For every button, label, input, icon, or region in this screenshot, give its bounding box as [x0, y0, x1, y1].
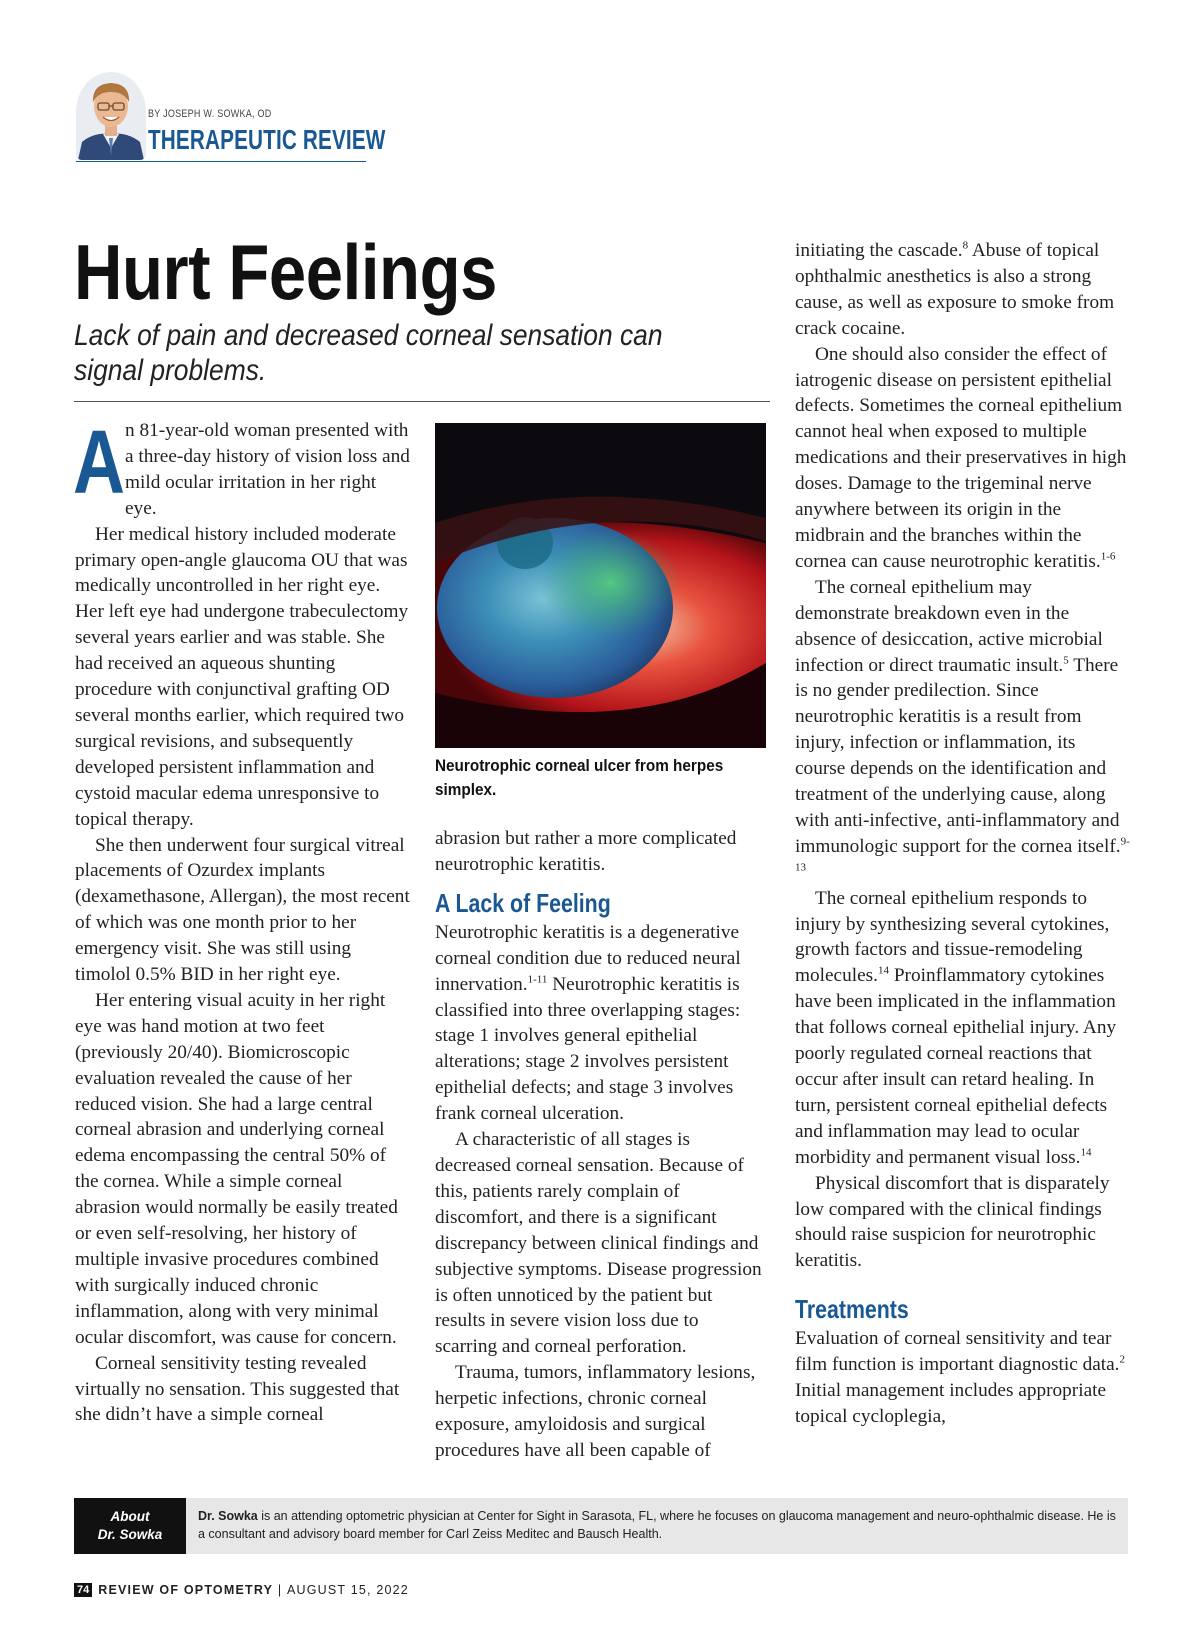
paragraph: Evaluation of corneal sensitivity and tear film function is important diagnostic data.$^2$ Initial management includes appropriate topical cycloplegia, [795, 1328, 1126, 1427]
figure-caption: Neurotrophic corneal ulcer from herpes simplex. [435, 756, 724, 799]
section-heading: A Lack of Feeling [435, 887, 611, 918]
title-divider [74, 401, 770, 402]
paragraph: The corneal epithelium may demonstrate breakdown even in the absence of desiccation, active microbial infection or direct traumatic insult.$^5$ There is no gender predilection. Since neurotrophic keratitis is a result from injury, infection or inflammation, its course depends on the identification and treatment of the underlying cause, along with anti-infective, anti-inflammatory and immunologic support for the cornea itself.$^{9-13}$ [795, 576, 1130, 874]
paragraph: Trauma, tumors, inflammatory lesions, herpetic infections, chronic corneal exposure, amyloidosis and surgical procedures have all been capable of [435, 1362, 756, 1461]
header-divider [76, 161, 366, 162]
author-headshot [76, 72, 146, 160]
paragraph: She then underwent four surgical vitreal placements of Ozurdex implants (dexamethasone, Allergan), the most recent of which was one month prior to her emergency visit. She was still using timolol 0.5% BID in her right eye. [75, 834, 410, 986]
footer-separator: | [273, 1583, 287, 1597]
body-column-3 [795, 238, 1130, 1430]
paragraph: Her medical history included moderate primary open-angle glaucoma OU that was medically uncontrolled in her right eye. Her left eye had undergone trabeculectomy several years earlier and was stable. She had received an aqueous shunting procedure with conjunctival grafting OD several months earlier, which required two surgical revisions, and subsequently developed persistent inflammation and cystoid macular edema unresponsive to topical therapy. [75, 523, 409, 830]
about-text: Dr. Sowka is an attending optometric physician at Center for Sight in Sarasota, FL, where he focuses on glaucoma management and neuro-ophthalmic disease. He is a consultant and advisory board member for Carl Zeiss Meditec and Bausch Health. [198, 1509, 1116, 1541]
column-name: THERAPEUTIC REVIEW [148, 124, 386, 155]
paragraph: Neurotrophic keratitis is a degenerative corneal condition due to reduced neural innervation.$^{1-11}$ Neurotrophic keratitis is classified into three overlapping stages: stage 1 involves general epithelial alterations; stage 2 involves persistent epithelial defects; and stage 3 involves frank corneal ulceration. [435, 921, 741, 1125]
section-heading: Treatments [795, 1294, 909, 1325]
about-author-box [74, 1498, 1128, 1554]
paragraph: The corneal epithelium responds to injury by synthesizing several cytokines, growth factors and tissue-remodeling molecules.$^{14}$ Proinflammatory cytokines have been implicated in the inflammation that follows corneal epithelial injury. Any poorly regulated corneal reactions that occur after insult can retard healing. In turn, persistent corneal epithelial defects and inflammation may lead to ocular morbidity and permanent visual loss.$^{14}$ [795, 887, 1117, 1168]
issue-date: AUGUST 15, 2022 [286, 1583, 409, 1597]
paragraph: initiating the cascade.$^8$ Abuse of topical ophthalmic anesthetics is also a strong cause, as well as exposure to smoke from crack cocaine. [795, 239, 1115, 339]
body-column-1 [73, 413, 410, 1428]
page-footer [74, 1583, 409, 1597]
paragraph: Physical discomfort that is disparately low compared with the clinical findings should raise suspicion for neurotrophic keratitis. [795, 1172, 1110, 1272]
magazine-name: REVIEW OF OPTOMETRY [98, 1583, 274, 1597]
paragraph: abrasion but rather a more complicated neurotrophic keratitis. [435, 828, 737, 875]
article-title: Hurt Feelings [74, 228, 498, 316]
paragraph: Corneal sensitivity testing revealed virtually no sensation. This suggested that she didn’t have a simple corneal [75, 1352, 400, 1426]
article-subtitle: Lack of pain and decreased corneal sensation can signal problems. [74, 319, 663, 387]
page-number: 74 [74, 1583, 92, 1597]
author-byline: BY JOSEPH W. SOWKA, OD [148, 108, 272, 120]
paragraph: One should also consider the effect of iatrogenic disease on persistent epithelial defects. Sometimes the corneal epithelium cannot heal when exposed to multiple medications and their preservatives in high doses. Damage to the trigeminal nerve anywhere between its origin in the midbrain and the branches within the cornea can cause neurotrophic keratitis.$^{1-6}$ [795, 343, 1127, 572]
paragraph: An 81-year-old woman presented with a three-day history of vision loss and mild ocular irritation in her right eye. [73, 413, 410, 519]
paragraph: Her entering visual acuity in her right eye was hand motion at two feet (previously 20/40). Biomicroscopic evaluation revealed the cause of her reduced vision. She had a large central corneal abrasion and underlying corneal edema encompassing the central 50% of the cornea. While a simple corneal abrasion would normally be easily treated or even self-resolving, her history of multiple invasive procedures combined with surgically induced chronic inflammation, along with very minimal ocular discomfort, was cause for concern. [75, 989, 398, 1348]
paragraph: A characteristic of all stages is decreased corneal sensation. Because of this, patients rarely complain of discomfort, and there is a significant discrepancy between clinical findings and subjective symptoms. Disease progression is often unnoticed by the patient but results in severe vision loss due to scarring and corneal perforation. [435, 1129, 762, 1358]
body-column-2 [435, 826, 765, 1464]
drop-cap: A [73, 413, 125, 513]
eye-photo [435, 423, 766, 748]
about-label: About Dr. Sowka [74, 1498, 186, 1554]
